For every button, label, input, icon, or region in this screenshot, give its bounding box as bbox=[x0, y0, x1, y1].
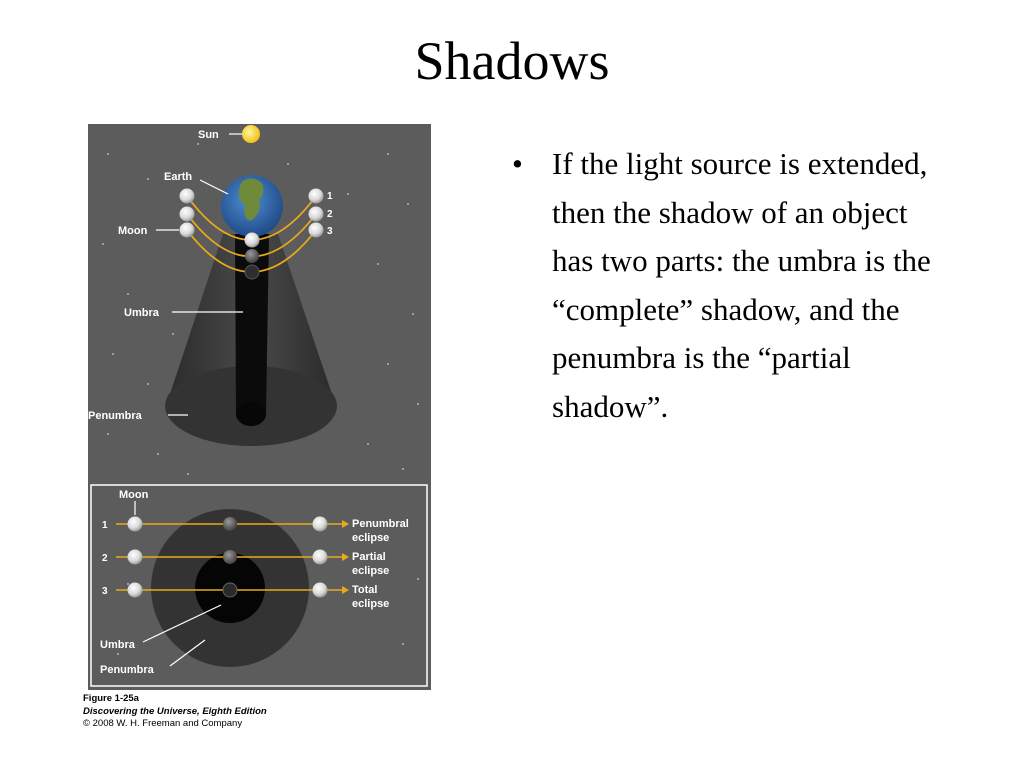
partial-eclipse-label-line2: eclipse bbox=[352, 565, 390, 577]
bullet-text: If the light source is extended, then the shadow of an object has two parts: the umbra is the “complete” shadow, and the penumbra is the “partial shadow”. bbox=[552, 146, 931, 424]
penumbral-eclipse-label-line2: eclipse bbox=[352, 532, 390, 544]
bullet-symbol: • bbox=[512, 146, 523, 181]
sun-icon bbox=[242, 125, 260, 143]
caption-figure-number: Figure 1-25a bbox=[83, 693, 139, 704]
figure-caption bbox=[83, 693, 267, 731]
umbra-base bbox=[236, 402, 266, 426]
penumbra-label: Penumbra bbox=[88, 410, 142, 422]
sun-label: Sun bbox=[198, 129, 219, 141]
inset-path-number-3: 3 bbox=[102, 586, 108, 597]
eclipse-diagram bbox=[88, 124, 431, 690]
eclipse-figure bbox=[88, 124, 431, 690]
slide-title: Shadows bbox=[414, 31, 610, 91]
umbra-label: Umbra bbox=[124, 307, 159, 319]
caption-copyright: © 2008 W. H. Freeman and Company bbox=[83, 718, 243, 729]
total-eclipse-label-line1: Total bbox=[352, 584, 378, 596]
partial-eclipse-label-line1: Partial bbox=[352, 551, 386, 563]
inset-path-number-1: 1 bbox=[102, 520, 108, 531]
bullet-item bbox=[512, 140, 952, 431]
orbit-number-1: 1 bbox=[327, 191, 333, 202]
total-eclipse-label-line2: eclipse bbox=[352, 598, 390, 610]
caption-book-title: Discovering the Universe, Eighth Edition bbox=[83, 705, 267, 717]
earth-label: Earth bbox=[164, 171, 193, 183]
orbit-number-2: 2 bbox=[327, 209, 333, 220]
orbit-number-3: 3 bbox=[327, 226, 333, 237]
inset-penumbra-label: Penumbra bbox=[100, 664, 154, 676]
inset-umbra-label: Umbra bbox=[100, 639, 135, 651]
moon-label: Moon bbox=[118, 225, 148, 237]
inset-path-number-2: 2 bbox=[102, 553, 108, 564]
inset-moon-label: Moon bbox=[119, 489, 149, 501]
penumbral-eclipse-label-line1: Penumbral bbox=[352, 518, 409, 530]
